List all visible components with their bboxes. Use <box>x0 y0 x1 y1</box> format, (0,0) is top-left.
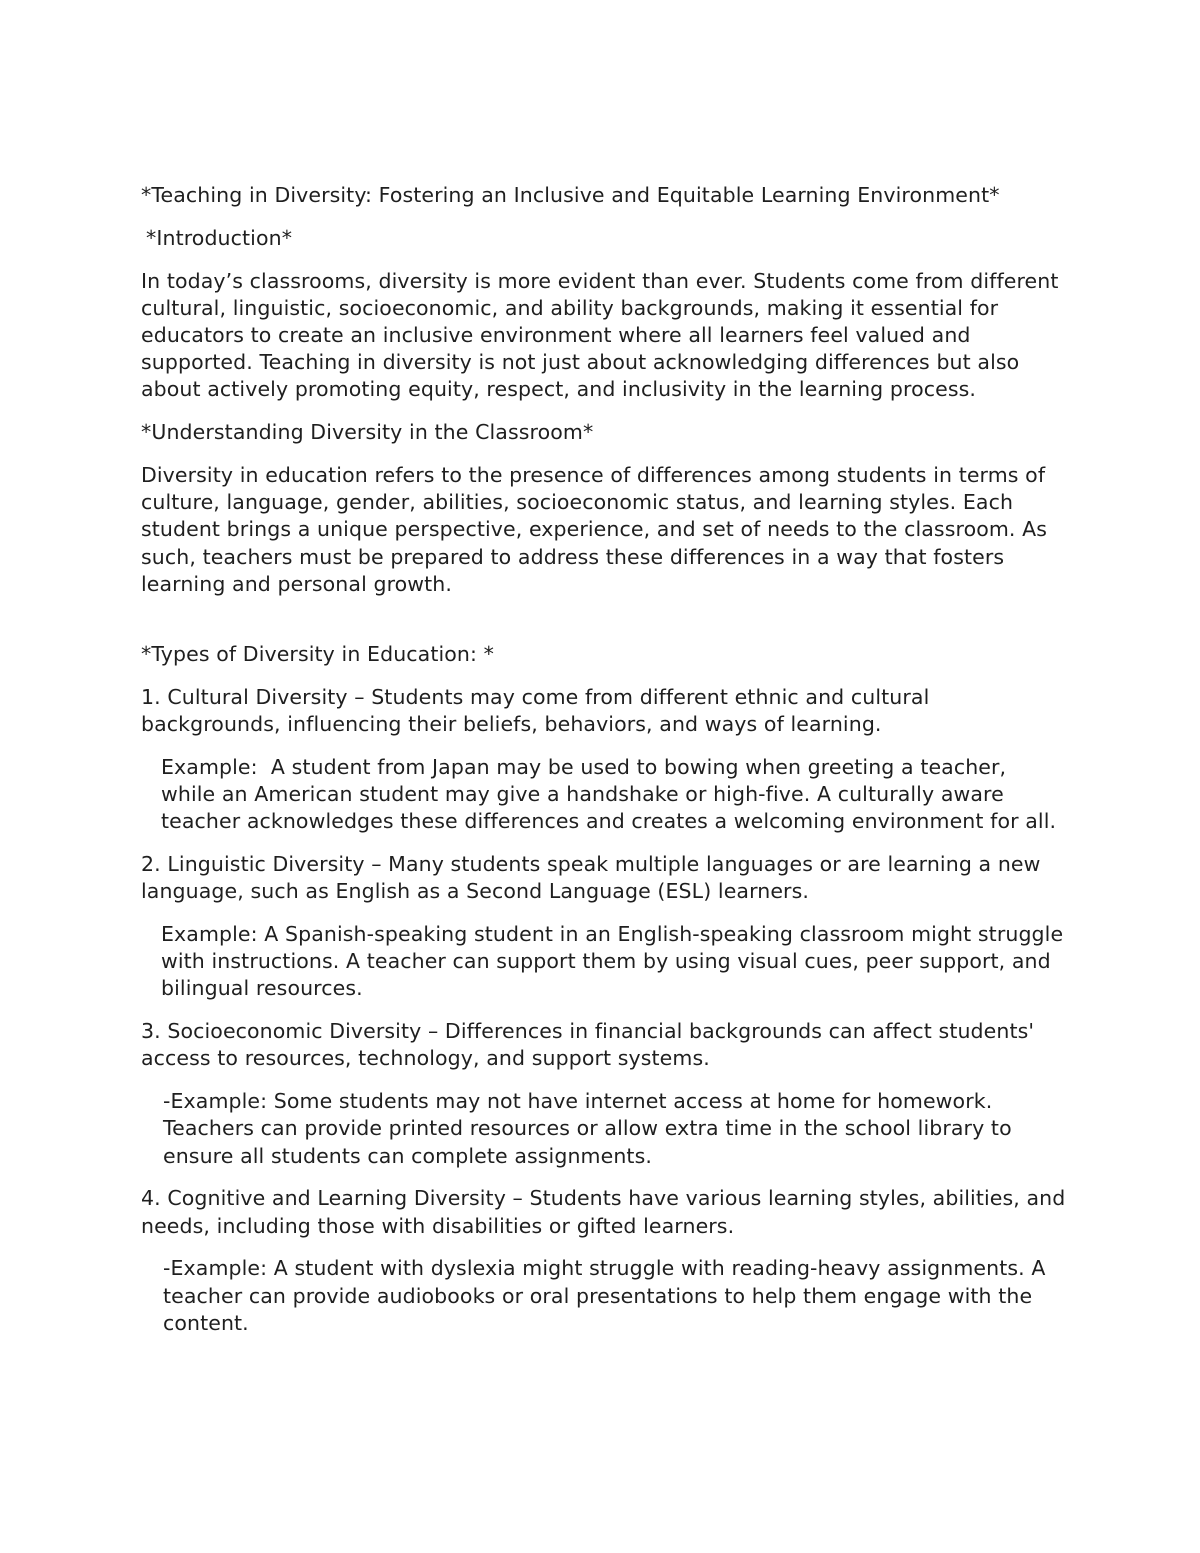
understanding-heading: *Understanding Diversity in the Classroom* <box>141 420 594 445</box>
type-item-cognitive: 4. Cognitive and Learning Diversity – Students have various learning styles, abilities, and needs, including those with disabilities or gifted learners. <box>141 1186 1072 1238</box>
intro-paragraph: In today’s classrooms, diversity is more evident than ever. Students come from different cultural, linguistic, socioeconomic, and ability backgrounds, making it essential for educators to create an inclusive environment where all learners feel valued and supported. Teaching in diversity is not just about acknowledging differences but also about actively promoting equity, respect, and inclusivity in the learning process. <box>141 268 1066 402</box>
understanding-paragraph: Diversity in education refers to the presence of differences among students in terms of culture, language, gender, abilities, socioeconomic status, and learning styles. Each student brings a unique perspective, experience, and set of needs to the classroom. As such, teachers must be prepared to address these differences in a way that fosters learning and personal growth. <box>141 463 1054 596</box>
type-example-cognitive: -Example: A student with dyslexia might struggle with reading-heavy assignments. A teacher can provide audiobooks or oral presentations to help them engage with the content. <box>163 1256 1053 1335</box>
document-body <box>141 182 1072 1353</box>
type-example-socioeconomic: -Example: Some students may not have internet access at home for homework. Teachers can provide printed resources or allow extra time in the school library to ensure all students can complete assignments. <box>163 1089 1019 1168</box>
type-example-linguistic: Example: A Spanish-speaking student in an English-speaking classroom might struggle with instructions. A teacher can support them by using visual cues, peer support, and bilingual resources. <box>161 922 1070 1001</box>
document-title: *Teaching in Diversity: Fostering an Inclusive and Equitable Learning Environment* <box>141 183 1000 207</box>
type-item-cultural: 1. Cultural Diversity – Students may come from different ethnic and cultural backgrounds, influencing their beliefs, behaviors, and ways of learning. <box>141 684 936 737</box>
type-item-linguistic: 2. Linguistic Diversity – Many students speak multiple languages or are learning a new language, such as English as a Second Language (ESL) learners. <box>141 852 1048 904</box>
types-heading: *Types of Diversity in Education: * <box>141 642 494 667</box>
type-example-cultural: Example: A student from Japan may be used to bowing when greeting a teacher, while an American student may give a handshake or high-five. A culturally aware teacher acknowledges these differences and creates a welcoming environment for all. <box>161 754 1057 834</box>
intro-heading: *Introduction* <box>146 225 293 250</box>
type-item-socioeconomic: 3. Socioeconomic Diversity – Differences in financial backgrounds can affect students' access to resources, technology, and support systems. <box>141 1019 1041 1071</box>
